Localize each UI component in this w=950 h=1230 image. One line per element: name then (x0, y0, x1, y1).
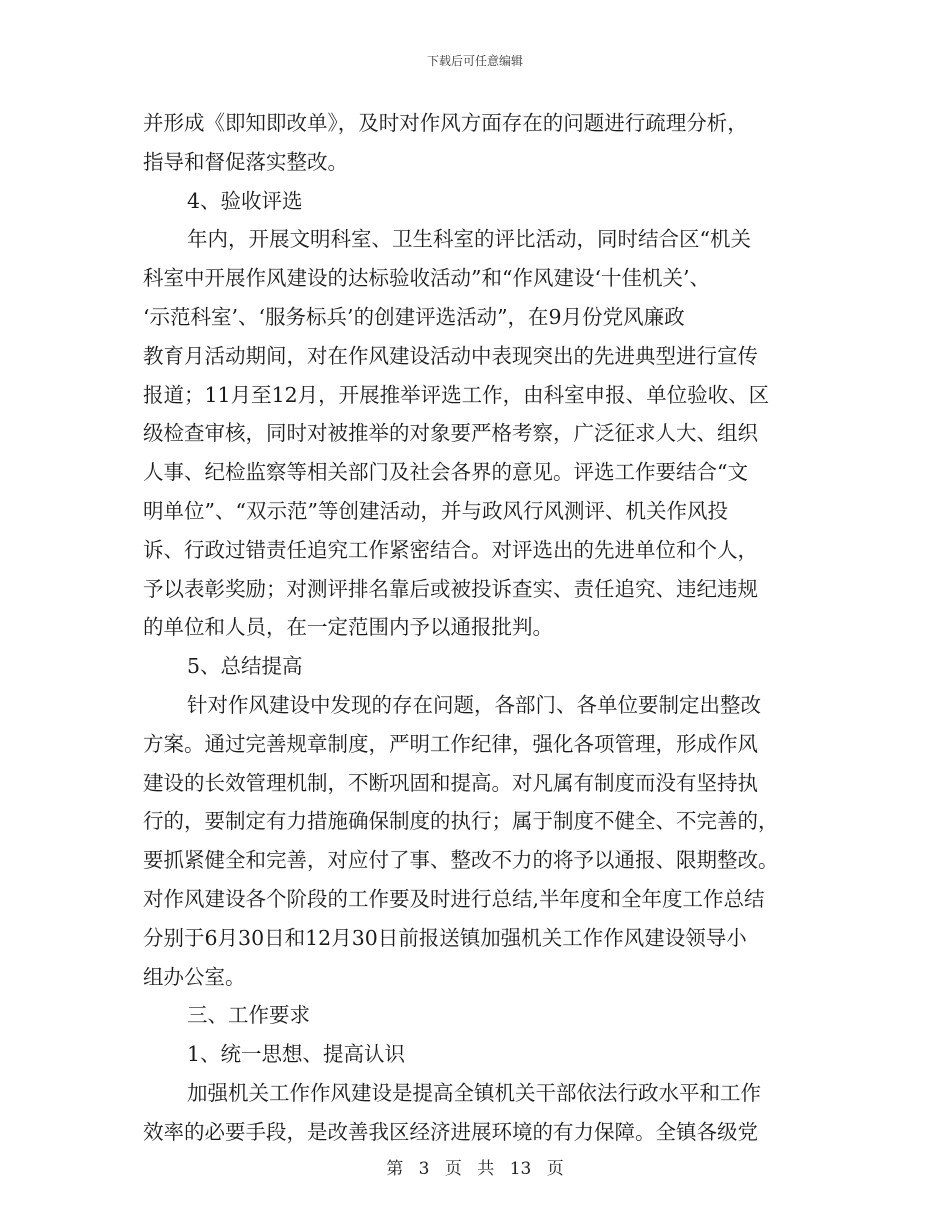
text-line: 1、统一思想、提高认识 (187, 1042, 406, 1067)
document-body (143, 104, 815, 1152)
text-line: 分别于6月30日和12月30日前报送镇加强机关工作作风建设领导小 (143, 925, 747, 950)
text-line: ‘示范科室’、‘服务标兵’的创建评选活动”，在9月份党风廉政 (143, 304, 685, 329)
text-line: 5、总结提高 (187, 654, 303, 679)
text-line: 指导和督促落实整改。 (143, 149, 348, 174)
text-line: 的单位和人员，在一定范围内予以通报批判。 (143, 615, 553, 640)
footer-page-number: 3 (418, 1159, 430, 1179)
text-line: 报道；11月至12月，开展推举评选工作，由科室申报、单位验收、区 (143, 382, 770, 407)
text-line: 对作风建设各个阶段的工作要及时进行总结,半年度和全年度工作总结 (143, 886, 765, 911)
text-line: 予以表彰奖励；对测评排名靠后或被投诉查实、责任追究、违纪违规 (143, 576, 758, 601)
text-line: 4、验收评选 (187, 188, 303, 213)
page-footer (0, 1154, 950, 1179)
page-header: 下载后可任意编辑 (426, 54, 523, 68)
text-line: 效率的必要手段，是改善我区经济进展环境的有力保障。全镇各级党 (143, 1119, 758, 1144)
text-line: 方案。通过完善规章制度，严明工作纪律，强化各项管理，形成作风 (143, 731, 758, 756)
footer-gong: 共 (477, 1159, 495, 1179)
text-line: 诉、行政过错责任追究工作紧密结合。对评选出的先进单位和个人， (143, 537, 758, 562)
text-line: 明单位”、“双示范”等创建活动，并与政风行风测评、机关作风投 (143, 498, 728, 523)
footer-total-pages: 13 (509, 1159, 532, 1179)
footer-ye: 页 (444, 1159, 462, 1179)
text-line: 三、工作要求 (187, 1003, 310, 1028)
text-line: 科室中开展作风建设的达标验收活动”和“作风建设‘十佳机关’、 (143, 266, 710, 291)
text-line: 级检查审核，同时对被推举的对象要严格考察，广泛征求人大、组织 (143, 421, 758, 446)
text-line: 要抓紧健全和完善，对应付了事、整改不力的将予以通报、限期整改。 (143, 848, 779, 873)
text-line: 年内，开展文明科室、卫生科室的评比活动，同时结合区“机关 (187, 227, 751, 252)
footer-di: 第 (386, 1159, 404, 1179)
text-line: 人事、纪检监察等相关部门及社会各界的意见。评选工作要结合“文 (143, 460, 748, 485)
text-line: 组办公室。 (143, 964, 246, 989)
text-line: 加强机关工作作风建设是提高全镇机关干部依法行政水平和工作 (187, 1080, 761, 1105)
text-line: 教育月活动期间，对在作风建设活动中表现突出的先进典型进行宣传 (143, 343, 758, 368)
footer-ye2: 页 (546, 1159, 564, 1179)
text-line: 并形成《即知即改单》，及时对作风方面存在的问题进行疏理分析， (143, 111, 748, 135)
text-line: 建设的长效管理机制，不断巩固和提高。对凡属有制度而没有坚持执 (143, 770, 758, 795)
text-line: 针对作风建设中发现的存在问题，各部门、各单位要制定出整改 (187, 692, 761, 717)
text-line: 行的，要制定有力措施确保制度的执行；属于制度不健全、不完善的， (143, 809, 779, 834)
